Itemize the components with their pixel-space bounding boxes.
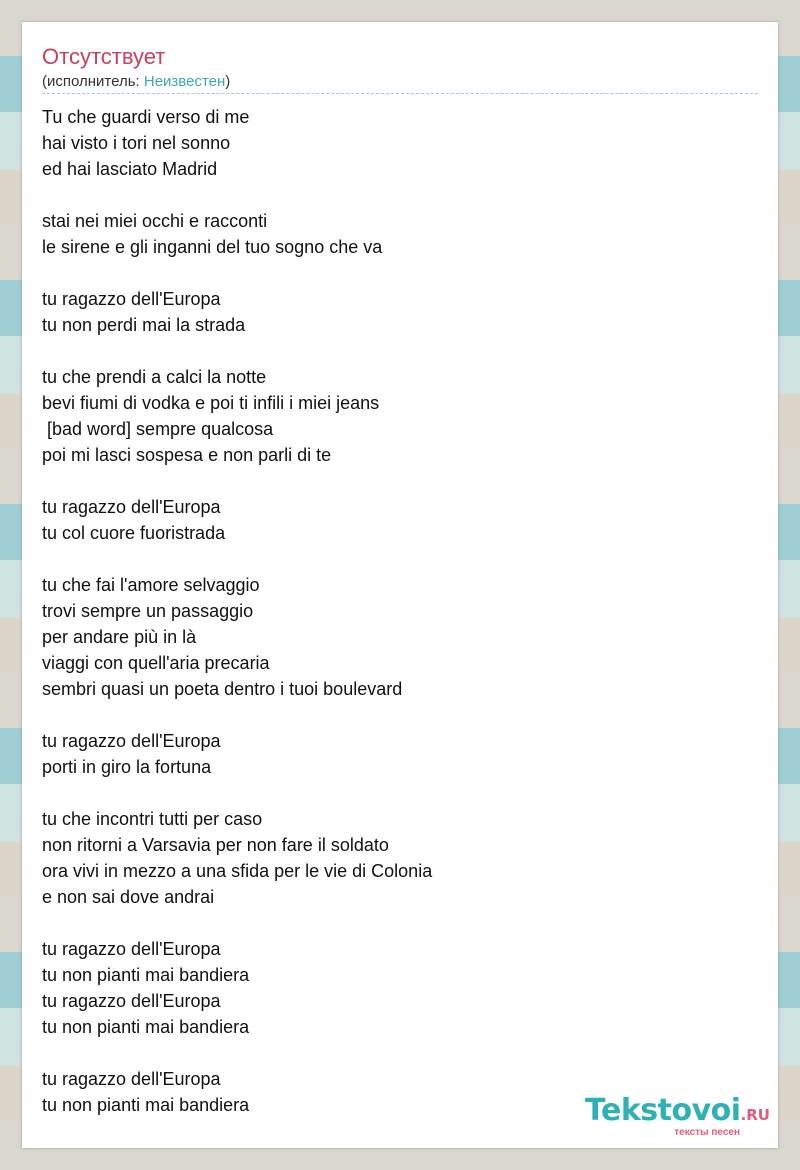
lyric-line: tu ragazzo dell'Europa [42, 991, 221, 1011]
lyric-line: tu non pianti mai bandiera [42, 965, 250, 985]
lyric-line: viaggi con quell'aria precaria [42, 653, 270, 673]
lyric-line: porti in giro la fortuna [42, 757, 212, 777]
lyric-line: e non sai dove andrai [42, 887, 215, 907]
artist-suffix: ) [225, 73, 231, 90]
stanza-break [42, 182, 758, 208]
song-title: Отсутствует [42, 44, 166, 69]
lyric-line: tu che fai l'amore selvaggio [42, 575, 260, 595]
stanza-break [42, 468, 758, 494]
lyric-line: sembri quasi un poeta dentro i tuoi boulevard [42, 679, 403, 699]
lyric-line: hai visto i tori nel sonno [42, 133, 231, 153]
lyric-line: Tu che guardi verso di me [42, 107, 250, 127]
stanza-break [42, 338, 758, 364]
lyric-line: le sirene e gli inganni del tuo sogno che va [42, 237, 383, 257]
stanza-break [42, 1040, 758, 1066]
lyric-line: ora vivi in mezzo a una sfida per le vie di Colonia [42, 861, 433, 881]
stanza-break [42, 780, 758, 806]
lyric-line: per andare più in là [42, 627, 197, 647]
lyrics-card [22, 22, 778, 1148]
lyric-line: tu ragazzo dell'Europa [42, 289, 221, 309]
site-logo[interactable] [585, 1095, 770, 1138]
artist-line [42, 73, 230, 91]
lyric-line: tu ragazzo dell'Europa [42, 1069, 221, 1089]
lyric-line: tu ragazzo dell'Europa [42, 497, 221, 517]
stanza-break [42, 702, 758, 728]
stanza-break [42, 260, 758, 286]
lyric-line: poi mi lasci sospesa e non parli di te [42, 445, 332, 465]
lyric-line: trovi sempre un passaggio [42, 601, 254, 621]
lyric-line: tu non pianti mai bandiera [42, 1095, 250, 1115]
lyric-line: bevi fiumi di vodka e poi ti infili i miei jeans [42, 393, 380, 413]
logo-tld: .RU [740, 1106, 770, 1124]
stanza-break [42, 910, 758, 936]
logo-wordmark [585, 1095, 770, 1131]
lyric-line: tu che incontri tutti per caso [42, 809, 263, 829]
lyric-line: tu non pianti mai bandiera [42, 1017, 250, 1037]
lyric-line: tu non perdi mai la strada [42, 315, 246, 335]
lyric-line: ed hai lasciato Madrid [42, 159, 218, 179]
lyric-line: [bad word] sempre qualcosa [42, 419, 274, 439]
lyric-line: stai nei miei occhi e racconti [42, 211, 268, 231]
artist-link[interactable]: Неизвестен [143, 73, 226, 90]
lyric-line: tu che prendi a calci la notte [42, 367, 267, 387]
lyrics-text [42, 104, 758, 1118]
title-divider [42, 93, 758, 94]
stanza-break [42, 546, 758, 572]
logo-name: Tekstovoi [585, 1093, 741, 1128]
lyric-line: tu ragazzo dell'Europa [42, 939, 221, 959]
lyric-line: tu ragazzo dell'Europa [42, 731, 221, 751]
logo-tagline: тексты песен [674, 1127, 740, 1138]
artist-prefix: (исполнитель: [42, 73, 144, 90]
lyric-line: tu col cuore fuoristrada [42, 523, 226, 543]
lyric-line: non ritorni a Varsavia per non fare il soldato [42, 835, 389, 855]
